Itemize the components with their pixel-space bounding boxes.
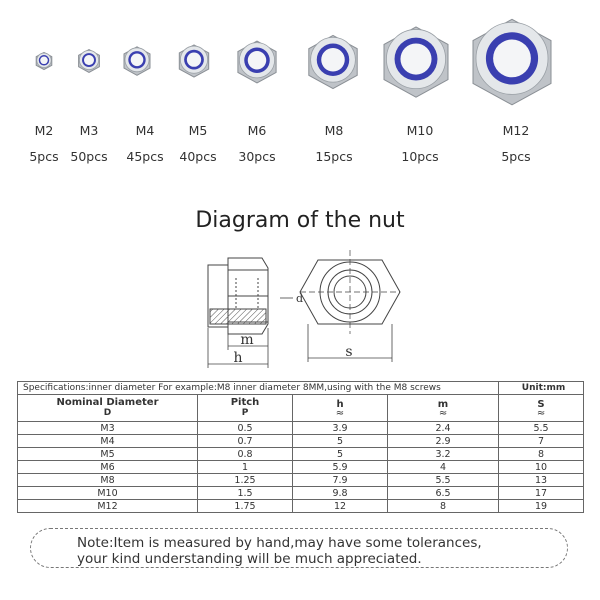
table-cell: 1.25 <box>198 474 293 487</box>
nut-quantity: 45pcs <box>126 149 164 164</box>
nut-size: M6 <box>247 123 267 138</box>
nut-photo-m6 <box>232 37 282 87</box>
nut-quantity: 50pcs <box>70 149 108 164</box>
nut-top-view <box>300 250 400 334</box>
table-cell: M4 <box>18 435 198 448</box>
table-cell: 12 <box>293 500 388 513</box>
table-cell: 2.9 <box>388 435 499 448</box>
table-body <box>18 422 584 513</box>
label-m: m <box>240 332 254 348</box>
nut-quantity: 10pcs <box>401 149 439 164</box>
nut-label-m3 <box>59 118 119 170</box>
label-d: d <box>296 292 304 305</box>
table-cell: 2.4 <box>388 422 499 435</box>
header-name: Pitch <box>230 397 260 408</box>
nut-quantity: 5pcs <box>501 149 531 164</box>
table-cell: 4 <box>388 461 499 474</box>
label-h: h <box>233 350 243 366</box>
header-name: h <box>336 399 344 410</box>
nut-size: M8 <box>324 123 344 138</box>
nut-size: M10 <box>406 123 434 138</box>
table-cell: 5 <box>293 448 388 461</box>
nut-size: M2 <box>34 123 54 138</box>
nut-photo-m4 <box>119 43 155 79</box>
nut-diagram <box>0 250 600 375</box>
table-row <box>18 435 584 448</box>
table-row <box>18 422 584 435</box>
nut-size: M12 <box>502 123 530 138</box>
table-cell: 17 <box>499 487 584 500</box>
table-cell: 7 <box>499 435 584 448</box>
label-s: s <box>345 344 353 360</box>
table-cell: 8 <box>499 448 584 461</box>
table-cell: 10 <box>499 461 584 474</box>
nut-photo-m5 <box>174 41 214 81</box>
nut-quantity: 5pcs <box>29 149 59 164</box>
table-cell: 1.75 <box>198 500 293 513</box>
table-header-cell <box>499 395 584 422</box>
nut-quantity: 30pcs <box>238 149 276 164</box>
table-cell: 5 <box>293 435 388 448</box>
header-symbol: D <box>103 408 112 418</box>
nut-size: M4 <box>135 123 155 138</box>
table-row <box>18 461 584 474</box>
note-box <box>30 528 568 568</box>
header-approx-symbol: ≈ <box>335 408 345 419</box>
table-cell: 1.5 <box>198 487 293 500</box>
table-cell: 3.9 <box>293 422 388 435</box>
header-name: m <box>437 399 449 410</box>
nut-photo-m8 <box>302 31 364 93</box>
table-row <box>18 448 584 461</box>
nut-label-m12 <box>486 118 546 170</box>
table-cell: M6 <box>18 461 198 474</box>
table-cell: M8 <box>18 474 198 487</box>
header-name: Nominal Diameter <box>56 397 159 408</box>
table-header-cell <box>388 395 499 422</box>
note-line-2: your kind understanding will be much appreciated. <box>77 551 422 567</box>
nut-quantity: 15pcs <box>315 149 353 164</box>
table-cell: 0.8 <box>198 448 293 461</box>
header-name: S <box>537 399 545 410</box>
nut-label-m8 <box>304 118 364 170</box>
table-row <box>18 487 584 500</box>
nut-label-m6 <box>227 118 287 170</box>
table-cell: 3.2 <box>388 448 499 461</box>
header-symbol: P <box>241 408 249 418</box>
table-header-cell <box>198 395 293 422</box>
table-cell: 0.5 <box>198 422 293 435</box>
nut-photo-m2 <box>32 49 56 73</box>
table-cell: 7.9 <box>293 474 388 487</box>
note-line-1: Note:Item is measured by hand,may have some tolerances, <box>77 535 482 551</box>
table-header-cell <box>18 395 198 422</box>
table-cell: 5.5 <box>499 422 584 435</box>
header-approx-symbol: ≈ <box>536 408 546 419</box>
nut-label-m4 <box>115 118 175 170</box>
table-cell: 5.9 <box>293 461 388 474</box>
table-cell: M3 <box>18 422 198 435</box>
table-cell: M5 <box>18 448 198 461</box>
table-caption-row <box>18 382 584 395</box>
nut-side-view <box>208 258 268 334</box>
nut-photo-m3 <box>74 46 104 76</box>
table-cell: 8 <box>388 500 499 513</box>
spec-table <box>17 381 584 513</box>
table-cell: 19 <box>499 500 584 513</box>
table-header-cell <box>293 395 388 422</box>
nut-photo-m12 <box>464 14 560 110</box>
table-cell: 13 <box>499 474 584 487</box>
table-row <box>18 500 584 513</box>
nut-size: M5 <box>188 123 208 138</box>
table-cell: 9.8 <box>293 487 388 500</box>
table-header-row <box>18 395 584 422</box>
table-cell: M10 <box>18 487 198 500</box>
nut-quantity: 40pcs <box>179 149 217 164</box>
table-row <box>18 474 584 487</box>
nut-label-m10 <box>390 118 450 170</box>
nut-size: M3 <box>79 123 99 138</box>
table-cell: 5.5 <box>388 474 499 487</box>
nut-label-m5 <box>168 118 228 170</box>
header-approx-symbol: ≈ <box>438 408 448 419</box>
table-cell: 0.7 <box>198 435 293 448</box>
table-cell: M12 <box>18 500 198 513</box>
table-unit: Unit:mm <box>499 382 584 395</box>
table-caption: Specifications:inner diameter For example:M8 inner diameter 8MM,using with the M8 screws <box>18 382 499 395</box>
table-cell: 6.5 <box>388 487 499 500</box>
table-cell: 1 <box>198 461 293 474</box>
diagram-title: Diagram of the nut <box>195 208 405 233</box>
nut-photo-m10 <box>376 22 456 102</box>
